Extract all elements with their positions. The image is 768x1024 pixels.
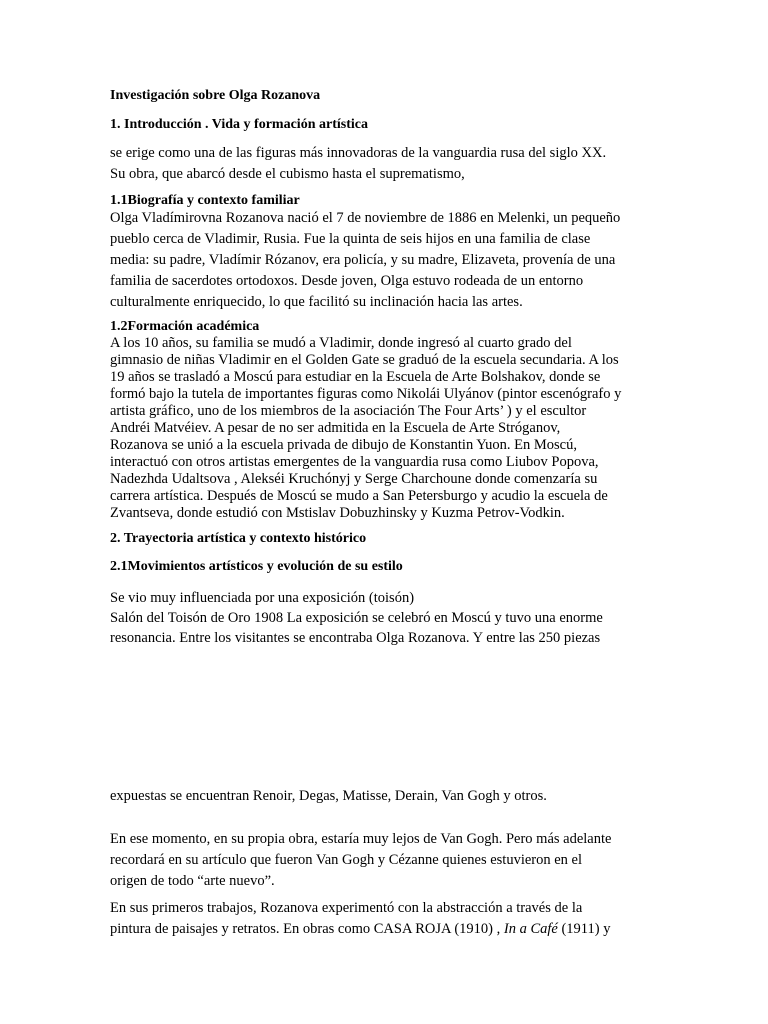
text-line: Rozanova se unió a la escuela privada de dibujo de Konstantin Yuon. En Moscú, [110,437,577,453]
intro-paragraph [110,143,670,185]
text-line: Andréi Matvéiev. A pesar de no ser admitida en la Escuela de Arte Stróganov, [110,420,561,436]
text-line: 19 años se trasladó a Moscú para estudiar en la Escuela de Arte Bolshakov, donde se [110,369,601,385]
text-run: pintura de paisajes y retratos. En obras como CASA ROJA (1910) , [110,921,504,937]
document-title: Investigación sobre Olga Rozanova [110,88,321,103]
text-run: (1911) y [557,921,611,937]
text-line: culturalmente enriquecido, lo que facilitó su inclinación hacia las artes. [110,294,523,310]
text-line: origen de todo “arte nuevo”. [110,873,275,889]
text-line: pueblo cerca de Vladimir, Rusia. Fue la quinta de seis hijos en una familia de clase [110,231,591,247]
text-line: resonancia. Entre los visitantes se encontraba Olga Rozanova. Y entre las 250 piezas [110,630,601,646]
text-line: recordará en su artículo que fueron Van Gogh y Cézanne quienes estuvieron en el [110,852,583,868]
text-line: media: su padre, Vladímir Rózanov, era policía, y su madre, Elizaveta, provenía de una [110,252,616,268]
text-line: artista gráfico, uno de los miembros de la asociación The Four Arts’ ) y el escultor [110,403,587,419]
section-2-heading: 2. Trayectoria artística y contexto histórico [110,531,367,546]
biography-paragraph [110,208,670,313]
exhibition-paragraph-continued: expuestas se encuentran Renoir, Degas, Matisse, Derain, Van Gogh y otros. [110,788,547,804]
subsection-2-1-heading: 2.1Movimientos artísticos y evolución de su estilo [110,559,403,574]
text-line: gimnasio de niñas Vladimir en el Golden Gate se graduó de la escuela secundaria. A los [110,352,619,368]
text-line-mixed [110,919,670,940]
intro-line: se erige como una de las figuras más innovadoras de la vanguardia rusa del siglo XX. [110,145,607,161]
subsection-1-1-heading: 1.1Biografía y contexto familiar [110,193,300,208]
text-line: A los 10 años, su familia se mudó a Vladimir, donde ingresó al cuarto grado del [110,335,572,351]
intro-line: Su obra, que abarcó desde el cubismo hasta el suprematismo, [110,166,465,182]
subsection-1-2-heading: 1.2Formación académica [110,319,260,334]
artwork-title-italic: In a Café [503,921,558,937]
subsection-1-2 [110,318,670,522]
text-line: En ese momento, en su propia obra, estaría muy lejos de Van Gogh. Pero más adelante [110,831,612,847]
section-1-heading: 1. Introducción . Vida y formación artística [110,117,368,132]
text-line: familia de sacerdotes ortodoxos. Desde joven, Olga estuvo rodeada de un entorno [110,273,584,289]
text-line: Olga Vladímirovna Rozanova nació el 7 de noviembre de 1886 en Melenki, un pequeño [110,210,621,226]
text-line: interactuó con otros artistas emergentes de la vanguardia rusa como Liubov Popova, [110,454,599,470]
early-works-paragraph [110,898,670,940]
text-line: formó bajo la tutela de importantes figuras como Nikolái Ulyánov (pintor escenógrafo y [110,386,622,402]
text-line: Zvantseva, donde estudió con Mstislav Dobuzhinsky y Kuzma Petrov-Vodkin. [110,505,565,521]
education-paragraph [110,335,670,522]
text-line: En sus primeros trabajos, Rozanova experimentó con la abstracción a través de la [110,900,583,916]
text-line: carrera artística. Después de Moscú se mudo a San Petersburgo y acudio la escuela de [110,488,608,504]
text-line: Salón del Toisón de Oro 1908 La exposición se celebró en Moscú y tuvo una enorme [110,610,603,626]
exhibition-paragraph [110,588,670,648]
text-line: Se vio muy influenciada por una exposición (toisón) [110,590,415,606]
subsection-1-1 [110,193,670,313]
van-gogh-paragraph [110,829,670,892]
text-line: Nadezhda Udaltsova , Alekséi Kruchónyj y Serge Charchoune donde comenzaría su [110,471,598,487]
